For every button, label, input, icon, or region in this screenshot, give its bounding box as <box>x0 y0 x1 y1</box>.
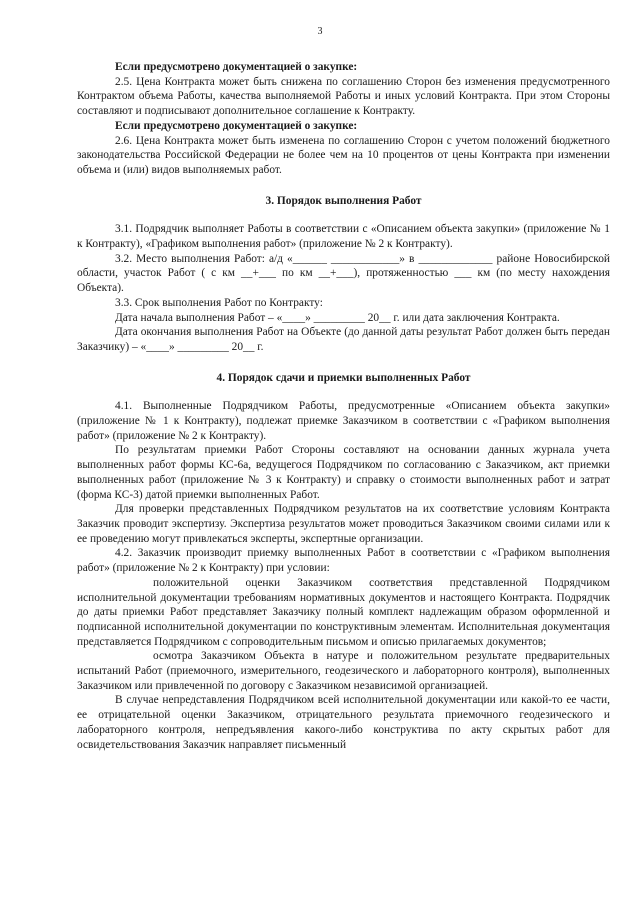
start-date: Дата начала выполнения Работ – «____» _________ 20__ г. или дата заключения Контракта. <box>115 311 560 324</box>
page-number: 3 <box>317 26 323 37</box>
clause-3-3: 3.3. Срок выполнения Работ по Контракту: <box>115 296 323 309</box>
condition-note: Если предусмотрено документацией о закупке: <box>115 61 358 73</box>
paragraph: Для проверки представленных Подрядчиком результатов на их соответствие условиям Контракта Заказчик проводит экспертизу. Экспертиза результатов может проводиться Заказчиком своими силами или к ее проведению могут привлекаться эксперты, экспертные организации. <box>77 503 610 545</box>
section-3-heading: 3. Порядок выполнения Работ <box>265 194 422 207</box>
clause-4-1: 4.1. Выполненные Подрядчиком Работы, предусмотренные «Описанием объекта закупки» (приложение № 1 к Контракту), подлежат приемке Заказчиком в соответствии с «Графиком выполнения работ» (приложение № 2 к Контракту). <box>77 400 610 442</box>
condition-item: положительной оценки Заказчиком соответствия представленной Подрядчиком исполнительной документации требованиям нормативных документов и настоящего Контракта. Подрядчик до даты приемки Работ представляет Заказчику полный комплект надлежащим образом оформленной и подписанной исполнительной документации по конструктивным элементам. Исполнительная документация представляется Подрядчиком с сопроводительным письмом и описью прилагаемых документов; <box>77 576 610 648</box>
paragraph: В случае непредставления Подрядчиком всей исполнительной документации или какой-то ее части, ее отрицательной оценки Заказчиком, отрицательного результата приемочного геодезического и лабораторного контроля, непредъявления какого-либо конструктива по акту скрытых работ для освидетельствования Заказчик направляет письменный <box>77 694 610 751</box>
document-body <box>77 60 610 752</box>
paragraph: По результатам приемки Работ Стороны составляют на основании данных журнала учета выполненных работ формы КС-6а, ведущегося Подрядчиком по согласованию с Заказчиком, акт приемки выполненных работ (приложение № 3 к Контракту) и справку о стоимости выполненных работ и затрат (форма КС-3) датой приемки выполненных Работ. <box>77 444 610 501</box>
condition-item: осмотра Заказчиком Объекта в натуре и положительном результате предварительных испытаний Работ (приемочного, измерительного, геодезического и лабораторного контроля), выполненных Заказчиком или привлеченной по договору с Заказчиком независимой организацией. <box>77 650 610 692</box>
clause-3-2: 3.2. Место выполнения Работ: а/д «______ ____________» в _____________ районе Новосибирской области, участок Работ ( с км __+___ по км __+___), протяженностью ___ км (по месту нахождения Объекта). <box>77 252 610 295</box>
clause-2-5: 2.5. Цена Контракта может быть снижена по соглашению Сторон без изменения предусмотренного Контрактом объема Работы, качества выполняемой Работы и иных условий Контракта. При этом Стороны составляют и подписывают дополнительное соглашение к Контракту. <box>77 75 610 118</box>
clause-2-6: 2.6. Цена Контракта может быть изменена по соглашению Сторон с учетом положений бюджетного законодательства Российской Федерации не более чем на 10 процентов от цены Контракта при изменении объема и (или) видов выполняемых работ. <box>77 134 610 176</box>
clause-4-2: 4.2. Заказчик производит приемку выполненных Работ в соответствии с «Графиком выполнения работ» (приложение № 2 к Контракту) при условии: <box>77 547 610 575</box>
end-date: Дата окончания выполнения Работ на Объекте (до данной даты результат Работ должен быть передан Заказчику) – «____» _________ 20__ г. <box>77 326 610 353</box>
clause-3-1: 3.1. Подрядчик выполняет Работы в соответствии с «Описанием объекта закупки» (приложение № 1 к Контракту), «Графиком выполнения работ» (приложение № 2 к Контракту). <box>77 223 610 251</box>
condition-note: Если предусмотрено документацией о закупке: <box>115 119 358 132</box>
section-4-heading: 4. Порядок сдачи и приемки выполненных Работ <box>216 371 471 384</box>
